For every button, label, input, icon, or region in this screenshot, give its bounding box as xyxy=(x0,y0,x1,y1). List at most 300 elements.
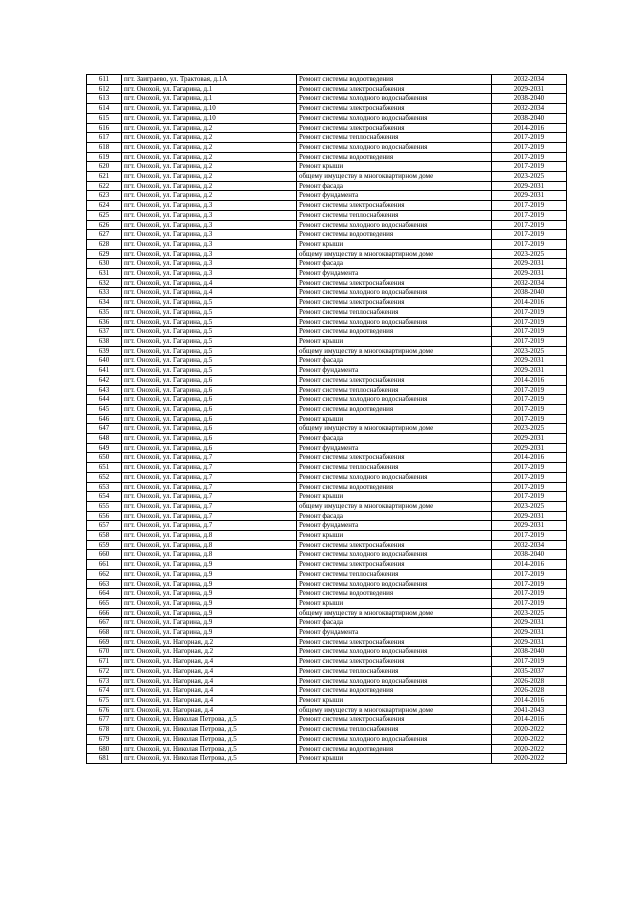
period-cell: 2023-2025 xyxy=(492,172,567,182)
address-cell: пгт. Онохой, ул. Гагарина, д.9 xyxy=(122,628,297,638)
work-type-cell: Ремонт системы водоотведения xyxy=(297,482,492,492)
work-type-cell: Ремонт крыши xyxy=(297,239,492,249)
row-number: 664 xyxy=(87,589,122,599)
period-cell: 2029-2031 xyxy=(492,618,567,628)
address-cell: пгт. Онохой, ул. Гагарина, д.2 xyxy=(122,123,297,133)
row-number: 623 xyxy=(87,191,122,201)
table-row xyxy=(87,288,567,298)
table-row xyxy=(87,230,567,240)
address-cell: пгт. Онохой, ул. Нагорная, д.4 xyxy=(122,686,297,696)
table-row xyxy=(87,278,567,288)
period-cell: 2017-2019 xyxy=(492,210,567,220)
period-cell: 2023-2025 xyxy=(492,249,567,259)
period-cell: 2017-2019 xyxy=(492,142,567,152)
period-cell: 2017-2019 xyxy=(492,152,567,162)
address-cell: пгт. Онохой, ул. Гагарина, д.6 xyxy=(122,395,297,405)
row-number: 629 xyxy=(87,249,122,259)
row-number: 680 xyxy=(87,744,122,754)
period-cell: 2017-2019 xyxy=(492,569,567,579)
work-type-cell: общему имуществу в многоквартирном доме xyxy=(297,346,492,356)
address-cell: пгт. Онохой, ул. Николая Петрова, д.5 xyxy=(122,744,297,754)
work-type-cell: общему имуществу в многоквартирном доме xyxy=(297,705,492,715)
work-type-cell: Ремонт системы холодного водоснабжения xyxy=(297,734,492,744)
table-row xyxy=(87,560,567,570)
row-number: 669 xyxy=(87,637,122,647)
row-number: 613 xyxy=(87,94,122,104)
table-row xyxy=(87,269,567,279)
address-cell: пгт. Онохой, ул. Гагарина, д.6 xyxy=(122,375,297,385)
period-cell: 2032-2034 xyxy=(492,540,567,550)
row-number: 615 xyxy=(87,113,122,123)
table-row xyxy=(87,191,567,201)
row-number: 658 xyxy=(87,531,122,541)
period-cell: 2020-2022 xyxy=(492,725,567,735)
row-number: 622 xyxy=(87,181,122,191)
address-cell: пгт. Онохой, ул. Гагарина, д.3 xyxy=(122,220,297,230)
address-cell: пгт. Онохой, ул. Гагарина, д.7 xyxy=(122,472,297,482)
table-row xyxy=(87,511,567,521)
row-number: 637 xyxy=(87,327,122,337)
row-number: 618 xyxy=(87,142,122,152)
address-cell: пгт. Онохой, ул. Гагарина, д.10 xyxy=(122,113,297,123)
work-type-cell: общему имуществу в многоквартирном доме xyxy=(297,608,492,618)
period-cell: 2035-2037 xyxy=(492,666,567,676)
work-type-cell: Ремонт системы электроснабжения xyxy=(297,84,492,94)
address-cell: пгт. Онохой, ул. Николая Петрова, д.5 xyxy=(122,715,297,725)
work-type-cell: Ремонт системы холодного водоснабжения xyxy=(297,579,492,589)
address-cell: пгт. Онохой, ул. Гагарина, д.9 xyxy=(122,608,297,618)
table-row xyxy=(87,589,567,599)
row-number: 660 xyxy=(87,550,122,560)
table-row xyxy=(87,94,567,104)
table-row xyxy=(87,715,567,725)
row-number: 626 xyxy=(87,220,122,230)
row-number: 624 xyxy=(87,201,122,211)
work-type-cell: Ремонт крыши xyxy=(297,492,492,502)
period-cell: 2029-2031 xyxy=(492,637,567,647)
period-cell: 2020-2022 xyxy=(492,754,567,764)
row-number: 644 xyxy=(87,395,122,405)
period-cell: 2017-2019 xyxy=(492,492,567,502)
period-cell: 2017-2019 xyxy=(492,657,567,667)
row-number: 636 xyxy=(87,317,122,327)
address-cell: пгт. Онохой, ул. Гагарина, д.5 xyxy=(122,346,297,356)
row-number: 646 xyxy=(87,414,122,424)
table-row xyxy=(87,327,567,337)
work-type-cell: Ремонт системы водоотведения xyxy=(297,152,492,162)
table-row xyxy=(87,463,567,473)
repair-schedule-table xyxy=(86,74,567,764)
row-number: 653 xyxy=(87,482,122,492)
table-row xyxy=(87,453,567,463)
address-cell: пгт. Онохой, ул. Нагорная, д.4 xyxy=(122,666,297,676)
work-type-cell: Ремонт системы холодного водоснабжения xyxy=(297,676,492,686)
row-number: 643 xyxy=(87,385,122,395)
work-type-cell: Ремонт системы холодного водоснабжения xyxy=(297,94,492,104)
row-number: 650 xyxy=(87,453,122,463)
period-cell: 2017-2019 xyxy=(492,463,567,473)
table-row xyxy=(87,239,567,249)
row-number: 681 xyxy=(87,754,122,764)
period-cell: 2038-2040 xyxy=(492,647,567,657)
period-cell: 2029-2031 xyxy=(492,181,567,191)
work-type-cell: Ремонт крыши xyxy=(297,754,492,764)
period-cell: 2038-2040 xyxy=(492,113,567,123)
period-cell: 2017-2019 xyxy=(492,133,567,143)
work-type-cell: Ремонт системы электроснабжения xyxy=(297,104,492,114)
table-row xyxy=(87,657,567,667)
address-cell: пгт. Онохой, ул. Николая Петрова, д.5 xyxy=(122,725,297,735)
work-type-cell: Ремонт системы холодного водоснабжения xyxy=(297,113,492,123)
work-type-cell: Ремонт системы водоотведения xyxy=(297,686,492,696)
table-row xyxy=(87,608,567,618)
work-type-cell: Ремонт крыши xyxy=(297,531,492,541)
table-row xyxy=(87,443,567,453)
period-cell: 2017-2019 xyxy=(492,531,567,541)
row-number: 663 xyxy=(87,579,122,589)
address-cell: пгт. Онохой, ул. Гагарина, д.2 xyxy=(122,191,297,201)
address-cell: пгт. Онохой, ул. Гагарина, д.5 xyxy=(122,317,297,327)
table-row xyxy=(87,424,567,434)
table-row xyxy=(87,705,567,715)
address-cell: пгт. Онохой, ул. Гагарина, д.5 xyxy=(122,327,297,337)
work-type-cell: общему имуществу в многоквартирном доме xyxy=(297,501,492,511)
period-cell: 2017-2019 xyxy=(492,395,567,405)
address-cell: пгт. Онохой, ул. Гагарина, д.6 xyxy=(122,404,297,414)
address-cell: пгт. Онохой, ул. Нагорная, д.4 xyxy=(122,705,297,715)
address-cell: пгт. Онохой, ул. Гагарина, д.3 xyxy=(122,230,297,240)
work-type-cell: Ремонт системы теплоснабжения xyxy=(297,307,492,317)
row-number: 672 xyxy=(87,666,122,676)
period-cell: 2029-2031 xyxy=(492,434,567,444)
period-cell: 2017-2019 xyxy=(492,327,567,337)
work-type-cell: Ремонт фундамента xyxy=(297,521,492,531)
table-row xyxy=(87,531,567,541)
work-type-cell: Ремонт системы холодного водоснабжения xyxy=(297,288,492,298)
address-cell: пгт. Онохой, ул. Гагарина, д.8 xyxy=(122,550,297,560)
period-cell: 2038-2040 xyxy=(492,550,567,560)
row-number: 611 xyxy=(87,75,122,85)
period-cell: 2017-2019 xyxy=(492,317,567,327)
work-type-cell: Ремонт фундамента xyxy=(297,269,492,279)
work-type-cell: Ремонт системы теплоснабжения xyxy=(297,666,492,676)
period-cell: 2014-2016 xyxy=(492,453,567,463)
row-number: 627 xyxy=(87,230,122,240)
work-type-cell: общему имуществу в многоквартирном доме xyxy=(297,172,492,182)
period-cell: 2014-2016 xyxy=(492,696,567,706)
table-row xyxy=(87,579,567,589)
table-row xyxy=(87,142,567,152)
row-number: 654 xyxy=(87,492,122,502)
table-row xyxy=(87,366,567,376)
table-row xyxy=(87,75,567,85)
table-row xyxy=(87,540,567,550)
work-type-cell: Ремонт системы теплоснабжения xyxy=(297,463,492,473)
address-cell: пгт. Онохой, ул. Гагарина, д.9 xyxy=(122,589,297,599)
period-cell: 2029-2031 xyxy=(492,84,567,94)
work-type-cell: Ремонт крыши xyxy=(297,696,492,706)
period-cell: 2017-2019 xyxy=(492,589,567,599)
address-cell: пгт. Онохой, ул. Нагорная, д.2 xyxy=(122,647,297,657)
address-cell: пгт. Онохой, ул. Гагарина, д.3 xyxy=(122,249,297,259)
period-cell: 2017-2019 xyxy=(492,482,567,492)
address-cell: пгт. Онохой, ул. Гагарина, д.8 xyxy=(122,540,297,550)
period-cell: 2017-2019 xyxy=(492,230,567,240)
row-number: 621 xyxy=(87,172,122,182)
table-row xyxy=(87,317,567,327)
row-number: 679 xyxy=(87,734,122,744)
table-row xyxy=(87,744,567,754)
address-cell: пгт. Заиграево, ул. Трактовая, д.1А xyxy=(122,75,297,85)
table-row xyxy=(87,521,567,531)
row-number: 614 xyxy=(87,104,122,114)
period-cell: 2014-2016 xyxy=(492,375,567,385)
address-cell: пгт. Онохой, ул. Гагарина, д.5 xyxy=(122,298,297,308)
table-row xyxy=(87,298,567,308)
work-type-cell: Ремонт системы теплоснабжения xyxy=(297,133,492,143)
table-row xyxy=(87,482,567,492)
period-cell: 2023-2025 xyxy=(492,501,567,511)
table-row xyxy=(87,618,567,628)
address-cell: пгт. Онохой, ул. Гагарина, д.10 xyxy=(122,104,297,114)
work-type-cell: Ремонт системы водоотведения xyxy=(297,230,492,240)
period-cell: 2014-2016 xyxy=(492,560,567,570)
period-cell: 2032-2034 xyxy=(492,104,567,114)
address-cell: пгт. Онохой, ул. Нагорная, д.2 xyxy=(122,637,297,647)
address-cell: пгт. Онохой, ул. Гагарина, д.2 xyxy=(122,152,297,162)
period-cell: 2032-2034 xyxy=(492,278,567,288)
table-row xyxy=(87,492,567,502)
work-type-cell: Ремонт крыши xyxy=(297,598,492,608)
table-row xyxy=(87,113,567,123)
table-row xyxy=(87,249,567,259)
period-cell: 2029-2031 xyxy=(492,259,567,269)
table-row xyxy=(87,346,567,356)
row-number: 612 xyxy=(87,84,122,94)
period-cell: 2023-2025 xyxy=(492,608,567,618)
address-cell: пгт. Онохой, ул. Гагарина, д.1 xyxy=(122,94,297,104)
work-type-cell: Ремонт фасада xyxy=(297,434,492,444)
period-cell: 2017-2019 xyxy=(492,239,567,249)
address-cell: пгт. Онохой, ул. Гагарина, д.3 xyxy=(122,239,297,249)
row-number: 674 xyxy=(87,686,122,696)
row-number: 657 xyxy=(87,521,122,531)
address-cell: пгт. Онохой, ул. Гагарина, д.7 xyxy=(122,511,297,521)
work-type-cell: Ремонт системы водоотведения xyxy=(297,327,492,337)
address-cell: пгт. Онохой, ул. Гагарина, д.7 xyxy=(122,501,297,511)
period-cell: 2017-2019 xyxy=(492,385,567,395)
period-cell: 2017-2019 xyxy=(492,307,567,317)
table-row xyxy=(87,84,567,94)
row-number: 628 xyxy=(87,239,122,249)
address-cell: пгт. Онохой, ул. Гагарина, д.7 xyxy=(122,463,297,473)
table-row xyxy=(87,472,567,482)
table-row xyxy=(87,220,567,230)
row-number: 675 xyxy=(87,696,122,706)
period-cell: 2014-2016 xyxy=(492,298,567,308)
period-cell: 2029-2031 xyxy=(492,191,567,201)
work-type-cell: Ремонт системы холодного водоснабжения xyxy=(297,472,492,482)
work-type-cell: Ремонт крыши xyxy=(297,336,492,346)
table-row xyxy=(87,686,567,696)
work-type-cell: Ремонт системы холодного водоснабжения xyxy=(297,220,492,230)
row-number: 661 xyxy=(87,560,122,570)
period-cell: 2029-2031 xyxy=(492,356,567,366)
table-row xyxy=(87,123,567,133)
row-number: 635 xyxy=(87,307,122,317)
work-type-cell: Ремонт системы электроснабжения xyxy=(297,298,492,308)
row-number: 648 xyxy=(87,434,122,444)
address-cell: пгт. Онохой, ул. Гагарина, д.5 xyxy=(122,356,297,366)
work-type-cell: Ремонт фундамента xyxy=(297,443,492,453)
period-cell: 2017-2019 xyxy=(492,201,567,211)
work-type-cell: Ремонт системы электроснабжения xyxy=(297,637,492,647)
table-row xyxy=(87,647,567,657)
period-cell: 2041-2043 xyxy=(492,705,567,715)
row-number: 656 xyxy=(87,511,122,521)
address-cell: пгт. Онохой, ул. Николая Петрова, д.5 xyxy=(122,734,297,744)
work-type-cell: Ремонт системы электроснабжения xyxy=(297,123,492,133)
address-cell: пгт. Онохой, ул. Гагарина, д.5 xyxy=(122,307,297,317)
table-row xyxy=(87,133,567,143)
period-cell: 2029-2031 xyxy=(492,511,567,521)
work-type-cell: Ремонт системы электроснабжения xyxy=(297,453,492,463)
address-cell: пгт. Онохой, ул. Гагарина, д.4 xyxy=(122,288,297,298)
period-cell: 2032-2034 xyxy=(492,75,567,85)
work-type-cell: Ремонт фасада xyxy=(297,511,492,521)
work-type-cell: Ремонт крыши xyxy=(297,414,492,424)
row-number: 619 xyxy=(87,152,122,162)
row-number: 642 xyxy=(87,375,122,385)
address-cell: пгт. Онохой, ул. Гагарина, д.6 xyxy=(122,414,297,424)
row-number: 633 xyxy=(87,288,122,298)
table-row xyxy=(87,104,567,114)
address-cell: пгт. Онохой, ул. Гагарина, д.3 xyxy=(122,269,297,279)
address-cell: пгт. Онохой, ул. Гагарина, д.9 xyxy=(122,618,297,628)
address-cell: пгт. Онохой, ул. Гагарина, д.6 xyxy=(122,434,297,444)
row-number: 649 xyxy=(87,443,122,453)
work-type-cell: Ремонт фасада xyxy=(297,356,492,366)
table-row xyxy=(87,375,567,385)
table-row xyxy=(87,696,567,706)
address-cell: пгт. Онохой, ул. Нагорная, д.4 xyxy=(122,657,297,667)
table-row xyxy=(87,336,567,346)
row-number: 659 xyxy=(87,540,122,550)
row-number: 625 xyxy=(87,210,122,220)
address-cell: пгт. Онохой, ул. Гагарина, д.6 xyxy=(122,443,297,453)
period-cell: 2029-2031 xyxy=(492,366,567,376)
row-number: 677 xyxy=(87,715,122,725)
table-row xyxy=(87,598,567,608)
table-row xyxy=(87,395,567,405)
address-cell: пгт. Онохой, ул. Гагарина, д.7 xyxy=(122,482,297,492)
row-number: 638 xyxy=(87,336,122,346)
table-row xyxy=(87,550,567,560)
address-cell: пгт. Онохой, ул. Гагарина, д.5 xyxy=(122,366,297,376)
row-number: 617 xyxy=(87,133,122,143)
work-type-cell: Ремонт системы электроснабжения xyxy=(297,375,492,385)
work-type-cell: Ремонт системы холодного водоснабжения xyxy=(297,550,492,560)
address-cell: пгт. Онохой, ул. Гагарина, д.3 xyxy=(122,259,297,269)
period-cell: 2038-2040 xyxy=(492,94,567,104)
work-type-cell: Ремонт фасада xyxy=(297,618,492,628)
row-number: 668 xyxy=(87,628,122,638)
row-number: 641 xyxy=(87,366,122,376)
row-number: 670 xyxy=(87,647,122,657)
table-body xyxy=(87,75,567,764)
work-type-cell: Ремонт системы теплоснабжения xyxy=(297,385,492,395)
row-number: 645 xyxy=(87,404,122,414)
row-number: 640 xyxy=(87,356,122,366)
address-cell: пгт. Онохой, ул. Гагарина, д.9 xyxy=(122,560,297,570)
work-type-cell: Ремонт фундамента xyxy=(297,366,492,376)
address-cell: пгт. Онохой, ул. Гагарина, д.7 xyxy=(122,453,297,463)
period-cell: 2017-2019 xyxy=(492,162,567,172)
address-cell: пгт. Онохой, ул. Гагарина, д.3 xyxy=(122,210,297,220)
table-row xyxy=(87,356,567,366)
table-row xyxy=(87,162,567,172)
table-row xyxy=(87,385,567,395)
address-cell: пгт. Онохой, ул. Гагарина, д.5 xyxy=(122,336,297,346)
row-number: 662 xyxy=(87,569,122,579)
period-cell: 2029-2031 xyxy=(492,521,567,531)
address-cell: пгт. Онохой, ул. Гагарина, д.9 xyxy=(122,569,297,579)
period-cell: 2014-2016 xyxy=(492,123,567,133)
row-number: 666 xyxy=(87,608,122,618)
period-cell: 2017-2019 xyxy=(492,579,567,589)
table-row xyxy=(87,210,567,220)
work-type-cell: Ремонт системы теплоснабжения xyxy=(297,210,492,220)
table-row xyxy=(87,152,567,162)
work-type-cell: Ремонт системы холодного водоснабжения xyxy=(297,317,492,327)
address-cell: пгт. Онохой, ул. Николая Петрова, д.5 xyxy=(122,754,297,764)
table-row xyxy=(87,201,567,211)
work-type-cell: Ремонт системы электроснабжения xyxy=(297,201,492,211)
row-number: 620 xyxy=(87,162,122,172)
row-number: 655 xyxy=(87,501,122,511)
table-row xyxy=(87,259,567,269)
row-number: 676 xyxy=(87,705,122,715)
row-number: 647 xyxy=(87,424,122,434)
table-row xyxy=(87,676,567,686)
period-cell: 2014-2016 xyxy=(492,715,567,725)
address-cell: пгт. Онохой, ул. Гагарина, д.9 xyxy=(122,598,297,608)
table-row xyxy=(87,404,567,414)
period-cell: 2020-2022 xyxy=(492,734,567,744)
work-type-cell: Ремонт фасада xyxy=(297,259,492,269)
work-type-cell: Ремонт системы водоотведения xyxy=(297,404,492,414)
work-type-cell: Ремонт системы водоотведения xyxy=(297,75,492,85)
table-row xyxy=(87,307,567,317)
work-type-cell: Ремонт системы холодного водоснабжения xyxy=(297,647,492,657)
address-cell: пгт. Онохой, ул. Гагарина, д.7 xyxy=(122,492,297,502)
table-row xyxy=(87,734,567,744)
period-cell: 2038-2040 xyxy=(492,288,567,298)
period-cell: 2029-2031 xyxy=(492,628,567,638)
row-number: 671 xyxy=(87,657,122,667)
work-type-cell: общему имуществу в многоквартирном доме xyxy=(297,424,492,434)
period-cell: 2017-2019 xyxy=(492,472,567,482)
period-cell: 2017-2019 xyxy=(492,598,567,608)
address-cell: пгт. Онохой, ул. Гагарина, д.6 xyxy=(122,424,297,434)
work-type-cell: Ремонт фасада xyxy=(297,181,492,191)
row-number: 616 xyxy=(87,123,122,133)
address-cell: пгт. Онохой, ул. Гагарина, д.2 xyxy=(122,172,297,182)
work-type-cell: Ремонт системы электроснабжения xyxy=(297,540,492,550)
table-row xyxy=(87,181,567,191)
work-type-cell: Ремонт системы холодного водоснабжения xyxy=(297,142,492,152)
address-cell: пгт. Онохой, ул. Гагарина, д.8 xyxy=(122,531,297,541)
